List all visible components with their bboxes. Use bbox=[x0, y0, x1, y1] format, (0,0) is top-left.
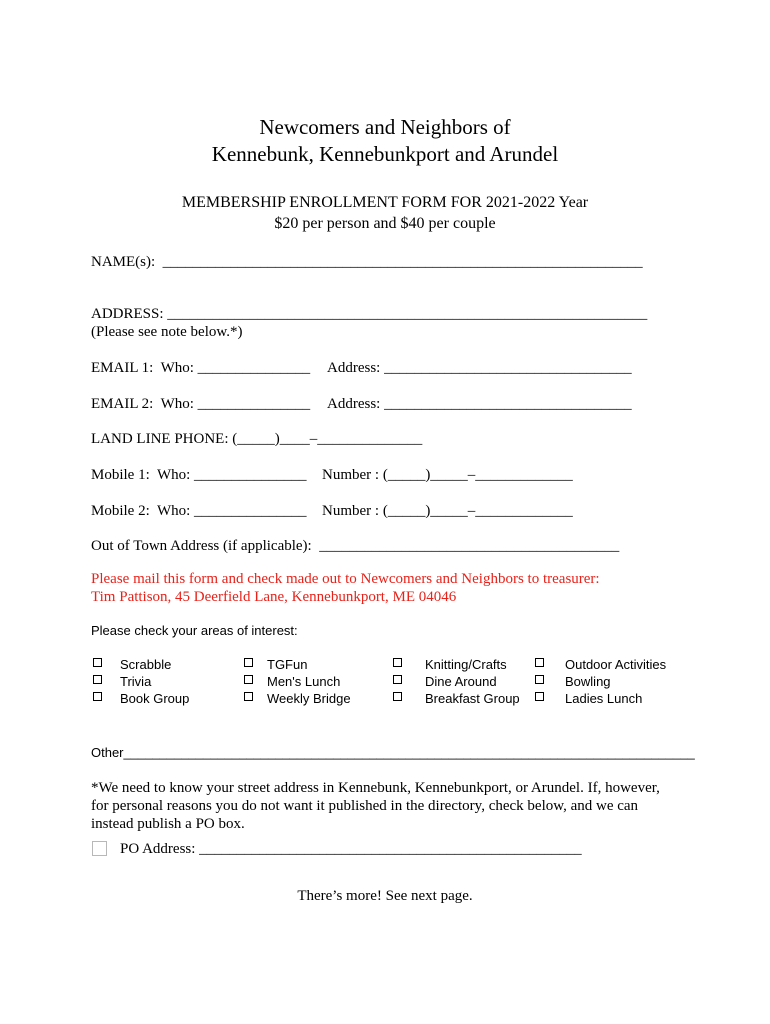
interest-label: Bowling bbox=[565, 674, 611, 689]
mobile1-who-field[interactable]: Mobile 1: Who: _______________ bbox=[91, 467, 307, 483]
interest-label: Scrabble bbox=[120, 657, 172, 672]
other-interests-field[interactable]: Other_______________________________________________________________________________ bbox=[91, 745, 695, 760]
interest-label: Outdoor Activities bbox=[565, 657, 667, 672]
interest-label: Ladies Lunch bbox=[565, 691, 643, 706]
checkbox-dine-around[interactable] bbox=[393, 675, 402, 684]
treasurer-address: Tim Pattison, 45 Deerfield Lane, Kennebunkport, ME 04046 bbox=[91, 589, 457, 605]
email2-who-field[interactable]: EMAIL 2: Who: _______________ bbox=[91, 396, 311, 412]
email1-who-field[interactable]: EMAIL 1: Who: _______________ bbox=[91, 360, 311, 376]
checkbox-breakfast-group[interactable] bbox=[393, 692, 402, 701]
checkbox-trivia[interactable] bbox=[93, 675, 102, 684]
interest-label: Dine Around bbox=[425, 674, 497, 689]
address-note: (Please see note below.*) bbox=[91, 324, 243, 340]
landline-phone-field[interactable]: LAND LINE PHONE: (_____)____–______________ bbox=[91, 431, 423, 447]
email1-address-field[interactable]: Address: _________________________________ bbox=[327, 360, 632, 376]
checkbox-book-group[interactable] bbox=[93, 692, 102, 701]
next-page-notice: There’s more! See next page. bbox=[297, 888, 473, 904]
street-address-note-line-1: *We need to know your street address in Kennebunk, Kennebunkport, or Arundel. If, however, bbox=[91, 780, 660, 796]
interests-heading: Please check your areas of interest: bbox=[91, 623, 298, 638]
checkbox-po-box[interactable] bbox=[92, 841, 107, 856]
street-address-note-line-2: for personal reasons you do not want it published in the directory, check below, and we can bbox=[91, 798, 639, 814]
checkbox-tgfun[interactable] bbox=[244, 658, 253, 667]
interest-label: Weekly Bridge bbox=[267, 691, 351, 706]
street-address-note-line-3: instead publish a PO box. bbox=[91, 816, 245, 832]
interest-label: Trivia bbox=[120, 674, 152, 689]
out-of-town-address-field[interactable]: Out of Town Address (if applicable): ________________________________________ bbox=[91, 538, 620, 554]
checkbox-weekly-bridge[interactable] bbox=[244, 692, 253, 701]
mailing-instructions: Please mail this form and check made out to Newcomers and Neighbors to treasurer: bbox=[91, 571, 600, 587]
checkbox-ladies-lunch[interactable] bbox=[535, 692, 544, 701]
checkbox-outdoor-activities[interactable] bbox=[535, 658, 544, 667]
po-address-field[interactable]: PO Address: ___________________________________________________ bbox=[120, 841, 582, 857]
form-subtitle-line-1: MEMBERSHIP ENROLLMENT FORM FOR 2021-2022 Year bbox=[181, 194, 589, 211]
interest-label: Breakfast Group bbox=[425, 691, 520, 706]
mobile1-number-field[interactable]: Number : (_____)_____–_____________ bbox=[322, 467, 573, 483]
mobile2-number-field[interactable]: Number : (_____)_____–_____________ bbox=[322, 503, 573, 519]
interest-label: Book Group bbox=[120, 691, 190, 706]
checkbox-mens-lunch[interactable] bbox=[244, 675, 253, 684]
address-field[interactable]: ADDRESS: ________________________________________________________________ bbox=[91, 306, 648, 322]
mobile2-who-field[interactable]: Mobile 2: Who: _______________ bbox=[91, 503, 307, 519]
names-field[interactable]: NAME(s): ________________________________________________________________ bbox=[91, 254, 643, 270]
checkbox-scrabble[interactable] bbox=[93, 658, 102, 667]
interest-label: TGFun bbox=[267, 657, 308, 672]
form-title-line-2: Kennebunk, Kennebunkport and Arundel bbox=[211, 142, 559, 166]
email2-address-field[interactable]: Address: _________________________________ bbox=[327, 396, 632, 412]
interest-label: Men's Lunch bbox=[267, 674, 341, 689]
form-title-line-1: Newcomers and Neighbors of bbox=[259, 115, 511, 139]
checkbox-knitting-crafts[interactable] bbox=[393, 658, 402, 667]
form-subtitle-line-2: $20 per person and $40 per couple bbox=[274, 215, 496, 232]
checkbox-bowling[interactable] bbox=[535, 675, 544, 684]
interest-label: Knitting/Crafts bbox=[425, 657, 507, 672]
